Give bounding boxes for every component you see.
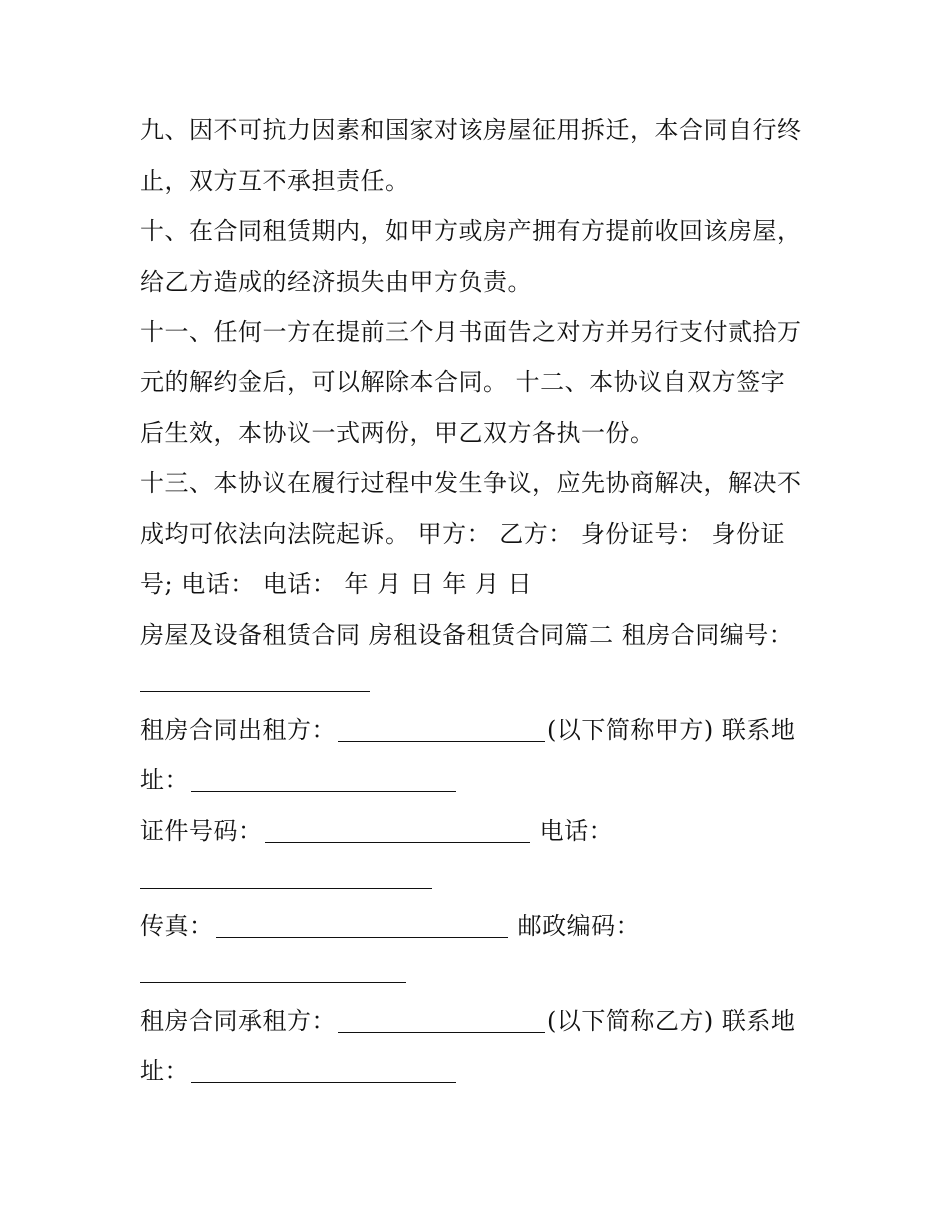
lessor-line: [140, 715, 840, 745]
text-line: 十一、任何一方在提前三个月书面告之对方并另行支付贰拾万: [140, 318, 802, 346]
lessor-name-blank[interactable]: [338, 717, 545, 742]
lessee-name-blank[interactable]: [338, 1008, 545, 1033]
fax-label: 传真：: [140, 912, 214, 940]
postcode-blank[interactable]: [140, 958, 406, 983]
text-line: 十、在合同租赁期内，如甲方或房产拥有方提前收回该房屋，: [140, 217, 802, 245]
lessor-address-line: [140, 765, 840, 795]
id-phone-line: [140, 816, 840, 846]
postcode-label: 邮政编码：: [517, 912, 641, 940]
lessee-address-blank[interactable]: [191, 1058, 456, 1083]
lessee-address-line: [140, 1056, 840, 1086]
contract-number-blank-line: [140, 665, 840, 695]
lessor-suffix: (以下简称甲方) 联系地: [547, 716, 796, 744]
address-label: 址：: [140, 766, 189, 794]
lessor-address-blank[interactable]: [191, 767, 456, 792]
text-line: 后生效，本协议一式两份，甲乙双方各执一份。: [140, 419, 655, 447]
lessee-line: [140, 1006, 840, 1036]
fax-blank[interactable]: [216, 913, 508, 938]
phone-blank-line: [140, 862, 840, 892]
lessee-suffix: (以下简称乙方) 联系地: [547, 1007, 796, 1035]
text-line: 十三、本协议在履行过程中发生争议，应先协商解决，解决不: [140, 469, 802, 497]
phone-label: 电话：: [539, 817, 614, 845]
text-line: 九、因不可抗力因素和国家对该房屋征用拆迁，本合同自行终: [140, 116, 802, 144]
text-line: 给乙方造成的经济损失由甲方负责。: [140, 268, 532, 296]
text-line: 元的解约金后，可以解除本合同。 十二、本协议自双方签字: [140, 368, 786, 396]
text-line: 号; 电话： 电话： 年 月 日 年 月 日: [140, 570, 533, 598]
lessee-label: 租房合同承租方：: [140, 1007, 336, 1035]
fax-postcode-line: [140, 911, 840, 941]
text-line: 止，双方互不承担责任。: [140, 167, 410, 195]
text-line: 房屋及设备租赁合同 房租设备租赁合同篇二 租房合同编号：: [140, 621, 794, 649]
text-line: 成均可依法向法院起诉。 甲方： 乙方： 身份证号： 身份证: [140, 520, 786, 548]
id-number-blank[interactable]: [265, 818, 530, 843]
id-number-label: 证件号码：: [140, 817, 263, 845]
postcode-blank-line: [140, 956, 840, 986]
contract-number-blank[interactable]: [140, 667, 370, 692]
lessor-label: 租房合同出租方：: [140, 716, 336, 744]
address-label: 址：: [140, 1057, 189, 1085]
phone-blank[interactable]: [140, 864, 432, 889]
